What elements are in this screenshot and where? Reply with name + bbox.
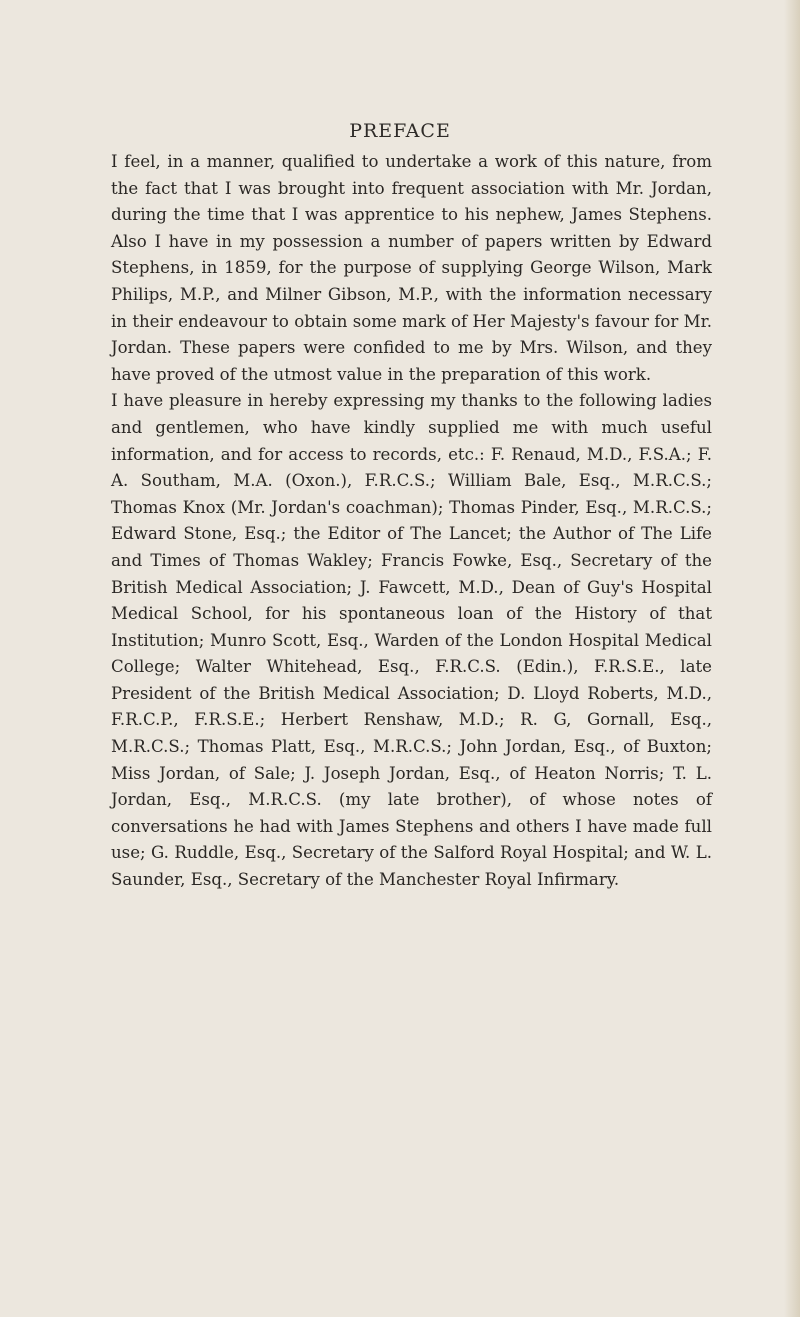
paragraph-2: I have pleasure in hereby expressing my thanks to the following ladies and gentlemen, who have kindly supplied me with much useful information, and for access to records, etc.: F. Renaud, M.D., F.S.A.; F. A. Southam, M.A. (Oxon.), F.R.C.S.; William Bale, Esq., M.R.C.S.; Thomas Knox (Mr. Jordan's coachman); Thomas Pinder, Esq., M.R.C.S.; Edward Stone, Esq.; the Editor of The Lancet; the Author of The Life and Times of Thomas Wakley; Francis Fowke, Esq., Secretary of the British Medical Association; J. Fawcett, M.D., Dean of Guy's Hospital Medical School, for his spontaneous loan of the History of that Institution; Munro Scott, Esq., Warden of the London Hospital Medical College; Walter Whitehead, Esq., F.R.C.S. (Edin.), F.R.S.E., late President of the British Medical Association; D. Lloyd Roberts, M.D., F.R.C.P., F.R.S.E.; Herbert Renshaw, M.D.; R. G, Gornall, Esq., M.R.C.S.; Thomas Platt, Esq., M.R.C.S.; John Jordan, Esq., of Buxton; Miss Jordan, of Sale; J. Joseph Jordan, Esq., of Heaton Norris; T. L. Jordan, Esq., M.R.C.S. (my late brother), of whose notes of conversations he had with James Stephens and others I have made full use; G. Ruddle, Esq., Secretary of the Salford Royal Hospital; and W. L. Saunder, Esq., Secretary of the Manchester Royal Infirmary.: [111, 391, 712, 890]
page-title: PREFACE: [349, 120, 451, 142]
page-edge-shadow: [784, 0, 800, 1317]
paragraph-1: I feel, in a manner, qualified to undertake a work of this nature, from the fact that I was brought into frequent association with Mr. Jordan, during the time that I was apprentice to his nephew, James Stephens. Also I have in my possession a number of papers written by Edward Stephens, in 1859, for the purpose of supplying George Wilson, Mark Philips, M.P., and Milner Gibson, M.P., with the information necessary in their endeavour to obtain some mark of Her Majesty's favour for Mr. Jordan. These papers were confided to me by Mrs. Wilson, and they have proved of the utmost value in the preparation of this work.: [111, 152, 712, 384]
body-text: [111, 149, 712, 894]
